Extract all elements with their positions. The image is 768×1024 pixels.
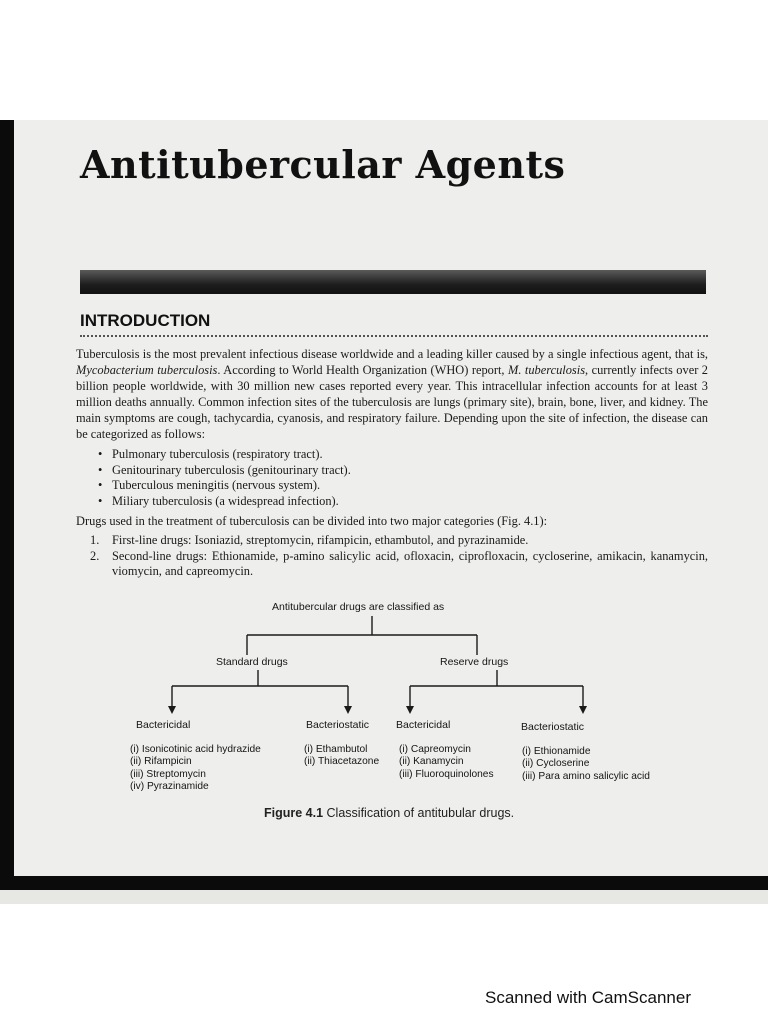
site-list: [98, 447, 708, 509]
scanned-page: [14, 120, 768, 876]
bacteriostatic-reserve-list: [522, 746, 650, 783]
list-item: • Genitourinary tuberculosis (genitourinary tract).: [98, 463, 708, 479]
list-item: (iii) Para amino salicylic acid: [522, 770, 650, 782]
list-item: • Pulmonary tuberculosis (respiratory tract).: [98, 447, 708, 463]
title-divider-bar: [80, 270, 706, 294]
standard-drugs-label: Standard drugs: [216, 656, 288, 668]
list-item: (i) Ethionamide: [522, 746, 591, 757]
bacteriostatic-standard-list: [304, 744, 379, 769]
bactericidal-standard-label: Bactericidal: [136, 719, 191, 731]
bacteriostatic-standard-label: Bacteriostatic: [306, 719, 370, 731]
figure-caption: Figure 4.1 Classification of antitubular drugs.: [264, 806, 515, 820]
bactericidal-reserve-label: Bactericidal: [396, 719, 451, 731]
section-rule: [80, 335, 708, 337]
list-item: 2. Second-line drugs: Ethionamide, p-amino salicylic acid, ofloxacin, ciprofloxacin, cycloserine, amikacin, kanamycin, viomycin, and capreomycin.: [90, 548, 708, 578]
chapter-title: Antitubercular Agents: [80, 142, 566, 187]
bacteriostatic-reserve-label: Bacteriostatic: [521, 721, 585, 733]
scan-border-bottom: [0, 876, 768, 890]
list-item: • Tuberculous meningitis (nervous system).: [98, 478, 708, 494]
list-item: (ii) Rifampicin: [130, 756, 192, 768]
bactericidal-reserve-list: [399, 744, 494, 781]
list-item: • Miliary tuberculosis (a widespread infection).: [98, 494, 708, 510]
list-item: (iv) Pyrazinamide: [130, 781, 209, 793]
body-text: [76, 346, 708, 580]
list-item: (i) Ethambutol: [304, 744, 368, 755]
section-heading: INTRODUCTION: [80, 311, 211, 330]
bactericidal-standard-list: [130, 744, 261, 794]
camscanner-watermark: Scanned with CamScanner: [484, 988, 691, 1007]
classification-diagram: [104, 598, 684, 828]
categories-intro: Drugs used in the treatment of tuberculosis can be divided into two major categories (Fig. 4.1):: [76, 514, 548, 528]
list-item: (ii) Thiacetazone: [304, 756, 380, 768]
list-item: (iii) Streptomycin: [130, 768, 206, 780]
list-item: (i) Isonicotinic acid hydrazide: [130, 744, 261, 755]
reserve-drugs-label: Reserve drugs: [440, 656, 509, 668]
scan-edge-strip: [0, 890, 768, 904]
diagram-root-label: Antitubercular drugs are classified as: [272, 601, 445, 613]
list-item: (iii) Fluoroquinolones: [399, 768, 494, 780]
scan-border-left: [0, 120, 14, 880]
list-item: (i) Capreomycin: [399, 744, 471, 755]
list-item: (ii) Cycloserine: [522, 758, 590, 770]
drug-category-list: [90, 533, 708, 580]
list-item: (ii) Kanamycin: [399, 756, 464, 768]
list-item: 1. First-line drugs: Isoniazid, streptomycin, rifampicin, ethambutol, and pyrazinamide.: [90, 533, 529, 547]
intro-paragraph: Tuberculosis is the most prevalent infectious disease worldwide and a leading killer caused by a single infectious agent, that is, Mycobacterium tuberculosis. According to World Health Organization (WHO) report, M. tuberculosis, currently infects over 2 billion people worldwide, with 30 million new cases reported every year. This intracellular infection accounts for at least 3 million deaths annually. Common infection sites of the tuberculosis are lungs (primary site), brain, bone, liver, and kidney. The main symptoms are cough, tachycardia, cyanosis, and respiratory failure. Depending upon the site of infection, the disease can be categorized as follows:: [76, 347, 708, 441]
